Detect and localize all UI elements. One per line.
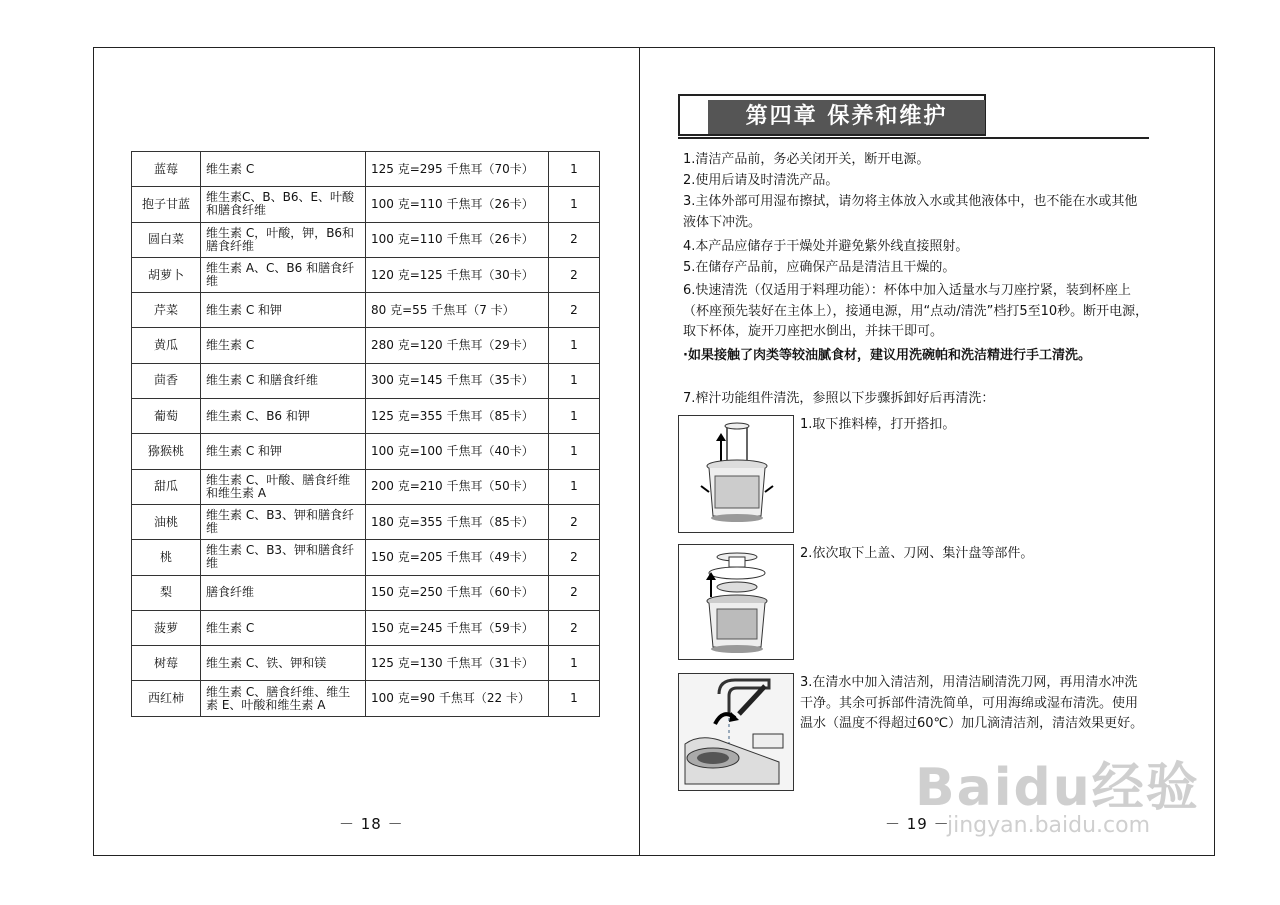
food-cell: 抱子甘蓝 xyxy=(132,187,201,222)
energy-cell: 125 克=130 千焦耳（31卡） xyxy=(366,646,549,681)
table-row xyxy=(132,152,600,187)
count-cell: 2 xyxy=(549,610,600,645)
energy-cell: 150 克=205 千焦耳（49卡） xyxy=(366,540,549,575)
count-cell: 2 xyxy=(549,293,600,328)
vitamins-cell: 膳食纤维 xyxy=(201,575,366,610)
instruction-7: 7.榨汁功能组件清洗，参照以下步骤拆卸好后再清洗： xyxy=(683,391,995,406)
table-row xyxy=(132,575,600,610)
vitamins-cell: 维生素C、B、B6、E、叶酸和膳食纤维 xyxy=(201,187,366,222)
count-cell: 1 xyxy=(549,434,600,469)
energy-cell: 80 克=55 千焦耳（7 卡） xyxy=(366,293,549,328)
vitamins-cell: 维生素 C、B6 和钾 xyxy=(201,399,366,434)
page-divider xyxy=(639,47,640,856)
food-cell: 黄瓜 xyxy=(132,328,201,363)
vitamins-cell: 维生素 C 和钾 xyxy=(201,293,366,328)
energy-cell: 180 克=355 千焦耳（85卡） xyxy=(366,504,549,539)
energy-cell: 100 克=110 千焦耳（26卡） xyxy=(366,187,549,222)
table-row xyxy=(132,434,600,469)
food-cell: 树莓 xyxy=(132,646,201,681)
right-page-number: － 19 － xyxy=(885,815,950,833)
count-cell: 1 xyxy=(549,152,600,187)
food-cell: 油桃 xyxy=(132,504,201,539)
count-cell: 1 xyxy=(549,187,600,222)
vitamins-cell: 维生素 C，叶酸，钾，B6和膳食纤维 xyxy=(201,222,366,257)
instruction-1: 1.清洁产品前，务必关闭开关，断开电源。 xyxy=(683,152,930,167)
vitamins-cell: 维生素 C 和膳食纤维 xyxy=(201,363,366,398)
figure-clean-filter xyxy=(678,673,794,791)
energy-cell: 200 克=210 千焦耳（50卡） xyxy=(366,469,549,504)
energy-cell: 125 克=355 千焦耳（85卡） xyxy=(366,399,549,434)
food-cell: 甜瓜 xyxy=(132,469,201,504)
instruction-note: ·如果接触了肉类等较油腻食材，建议用洗碗帕和洗洁精进行手工清洗。 xyxy=(683,348,1091,363)
food-cell: 茴香 xyxy=(132,363,201,398)
count-cell: 1 xyxy=(549,469,600,504)
figure-remove-pusher xyxy=(678,415,794,533)
energy-cell: 100 克=100 千焦耳（40卡） xyxy=(366,434,549,469)
vitamins-cell: 维生素 C xyxy=(201,610,366,645)
instruction-6: 6.快速清洗（仅适用于料理功能）：杯体中加入适量水与刀座拧紧，装到杯座上（杯座预先装好在主体上），接通电源，用“点动/清洗”档打5至10秒。断开电源，取下杯体，旋开刀座把水倒出，并抹干即可。 xyxy=(683,283,1149,339)
nutrition-table xyxy=(131,151,600,717)
table-row xyxy=(132,222,600,257)
energy-cell: 280 克=120 千焦耳（29卡） xyxy=(366,328,549,363)
count-cell: 1 xyxy=(549,646,600,681)
vitamins-cell: 维生素 C xyxy=(201,152,366,187)
step-2-text: 2.依次取下上盖、刀网、集汁盘等部件。 xyxy=(800,546,1034,561)
table-row xyxy=(132,610,600,645)
count-cell: 1 xyxy=(549,399,600,434)
food-cell: 芹菜 xyxy=(132,293,201,328)
instruction-5: 5.在储存产品前，应确保产品是清洁且干燥的。 xyxy=(683,260,956,275)
step-3-text: 3.在清水中加入清洁剂，用清洁刷清洗刀网，再用清水冲洗干净。其余可拆部件清洗简单，可用海绵或湿布清洗。使用温水（温度不得超过60℃）加几滴清洁剂，清洁效果更好。 xyxy=(800,675,1144,731)
vitamins-cell: 维生素 C 和钾 xyxy=(201,434,366,469)
food-cell: 梨 xyxy=(132,575,201,610)
energy-cell: 150 克=245 千焦耳（59卡） xyxy=(366,610,549,645)
table-row xyxy=(132,681,600,716)
food-cell: 葡萄 xyxy=(132,399,201,434)
table-row xyxy=(132,646,600,681)
count-cell: 1 xyxy=(549,681,600,716)
count-cell: 2 xyxy=(549,504,600,539)
count-cell: 2 xyxy=(549,540,600,575)
food-cell: 菠萝 xyxy=(132,610,201,645)
vitamins-cell: 维生素 C xyxy=(201,328,366,363)
count-cell: 2 xyxy=(549,575,600,610)
chapter-rule xyxy=(678,137,1149,139)
step-1-text: 1.取下推料棒，打开搭扣。 xyxy=(800,417,956,432)
instruction-4: 4.本产品应储存于干燥处并避免紫外线直接照射。 xyxy=(683,239,969,254)
instruction-3: 3.主体外部可用湿布擦拭，请勿将主体放入水或其他液体中，也不能在水或其他液体下冲洗。 xyxy=(683,194,1138,230)
table-row xyxy=(132,257,600,292)
table-row xyxy=(132,187,600,222)
energy-cell: 150 克=250 千焦耳（60卡） xyxy=(366,575,549,610)
table-row xyxy=(132,504,600,539)
food-cell: 西红柿 xyxy=(132,681,201,716)
count-cell: 2 xyxy=(549,257,600,292)
watermark-logo: Baidu经验 xyxy=(915,758,1200,818)
figure-remove-parts xyxy=(678,544,794,660)
vitamins-cell: 维生素 A、C、B6 和膳食纤维 xyxy=(201,257,366,292)
table-row xyxy=(132,363,600,398)
count-cell: 1 xyxy=(549,328,600,363)
vitamins-cell: 维生素 C、B3、钾和膳食纤维 xyxy=(201,504,366,539)
watermark-url: jingyan.baidu.com xyxy=(947,813,1151,838)
food-cell: 圆白菜 xyxy=(132,222,201,257)
left-page-number: － 18 － xyxy=(339,815,404,833)
chapter-title: 第四章 保养和维护 xyxy=(708,100,985,134)
energy-cell: 120 克=125 千焦耳（30卡） xyxy=(366,257,549,292)
vitamins-cell: 维生素 C、膳食纤维、维生素 E、叶酸和维生素 A xyxy=(201,681,366,716)
count-cell: 1 xyxy=(549,363,600,398)
energy-cell: 100 克=90 千焦耳（22 卡） xyxy=(366,681,549,716)
table-row xyxy=(132,328,600,363)
table-row xyxy=(132,540,600,575)
food-cell: 猕猴桃 xyxy=(132,434,201,469)
count-cell: 2 xyxy=(549,222,600,257)
table-row xyxy=(132,399,600,434)
food-cell: 蓝莓 xyxy=(132,152,201,187)
food-cell: 桃 xyxy=(132,540,201,575)
vitamins-cell: 维生素 C、叶酸、膳食纤维和维生素 A xyxy=(201,469,366,504)
vitamins-cell: 维生素 C、B3、钾和膳食纤维 xyxy=(201,540,366,575)
energy-cell: 300 克=145 千焦耳（35卡） xyxy=(366,363,549,398)
vitamins-cell: 维生素 C、铁、钾和镁 xyxy=(201,646,366,681)
energy-cell: 100 克=110 千焦耳（26卡） xyxy=(366,222,549,257)
table-row xyxy=(132,293,600,328)
instruction-2: 2.使用后请及时清洗产品。 xyxy=(683,173,839,188)
energy-cell: 125 克=295 千焦耳（70卡） xyxy=(366,152,549,187)
food-cell: 胡萝卜 xyxy=(132,257,201,292)
table-row xyxy=(132,469,600,504)
